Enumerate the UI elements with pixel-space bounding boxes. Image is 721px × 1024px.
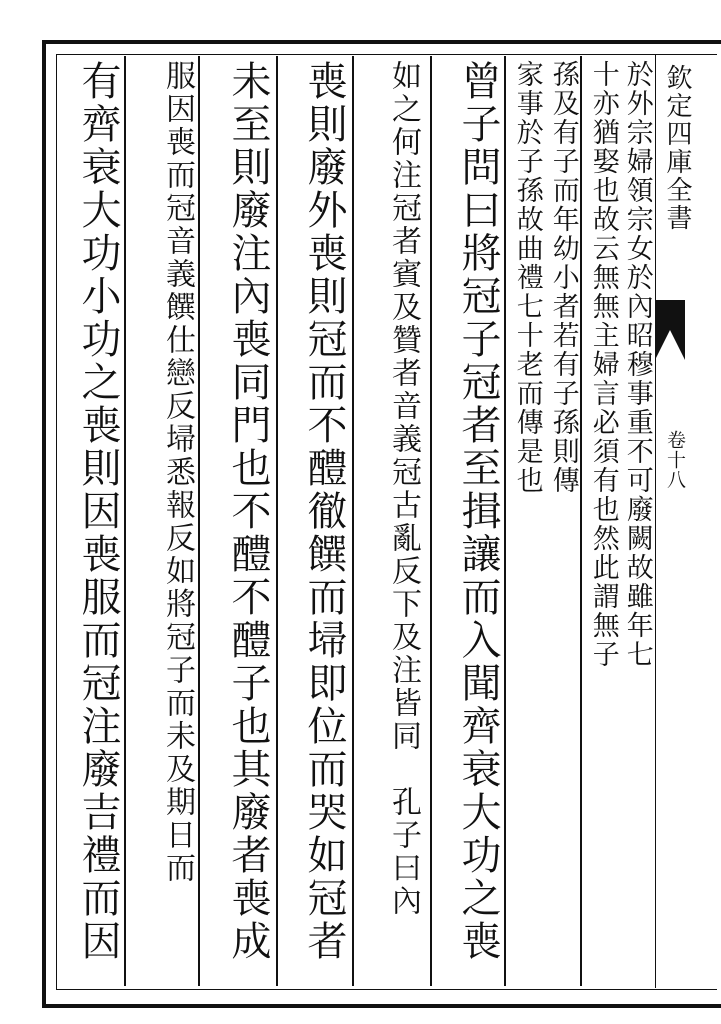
text-column-1: 於外宗婦領宗女於內昭穆事重不可廢闕故雖年七 <box>621 60 653 669</box>
text-column-5: 曾子問曰將冠子冠者至揖讓而入聞齊衰大功之喪 <box>455 60 501 963</box>
column-rule <box>430 56 432 986</box>
column-rule <box>198 56 200 986</box>
text-column-9: 服因喪而冠音義饌仕戀反埽悉報反如將冠子而未及期日而 <box>160 60 195 885</box>
text-column-10: 有齊衰大功小功之喪則因喪服而冠注廢吉禮而因 <box>75 60 121 963</box>
column-rule <box>580 56 582 986</box>
column-rule <box>504 56 506 986</box>
volume-label: 卷十八 <box>664 430 686 490</box>
column-rule <box>124 56 126 986</box>
fishtail-mark <box>655 300 685 360</box>
text-column-8: 未至則廢注內喪同門也不醴不醴子也其廢者喪成 <box>225 60 271 963</box>
column-rule <box>276 56 278 986</box>
column-rule <box>352 56 354 986</box>
text-column-4: 家事於子孫故曲禮七十老而傳是也 <box>511 60 543 495</box>
text-column-2: 十亦猶娶也故云無無主婦言必須有也然此謂無子 <box>587 60 619 669</box>
text-column-7: 喪則廢外喪則冠而不醴徹饌而埽即位而哭如冠者 <box>301 60 347 963</box>
book-title: 欽定四庫全書 <box>662 64 692 232</box>
text-column-3: 孫及有子而年幼小者若有子孫則傳 <box>547 60 579 495</box>
text-column-6: 如之何注冠者賓及贊者音義冠古亂反下及注皆同 孔子曰內 <box>386 60 421 918</box>
